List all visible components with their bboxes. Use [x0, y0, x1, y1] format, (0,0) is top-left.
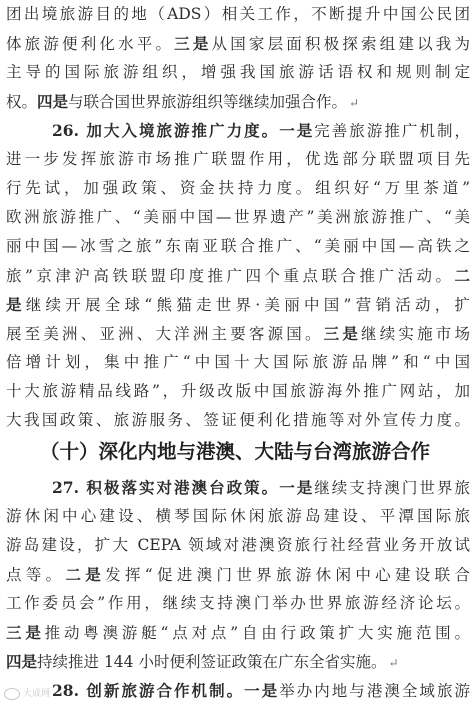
text-line: 游岛建设，扩大 CEPA 领域对港澳资旅行社经营业务开放试	[6, 536, 470, 554]
watermark: 大成网	[4, 686, 50, 700]
text-line: 权。四是与联合国世界旅游组织等继续加强合作。 ↵	[6, 92, 360, 111]
text-line: 十大旅游精品线路”，升级改版中国旅游海外推广网站，加	[6, 382, 470, 400]
watermark-logo-icon	[4, 688, 20, 700]
text-line: 欧洲旅游推广、“美丽中国—世界遗产”美洲旅游推广、“美	[6, 208, 470, 226]
text-line: 团出境旅游目的地（ADS）相关工作，不断提升中国公民团	[6, 5, 470, 23]
paragraph-mark-icon: ↵	[349, 96, 360, 110]
text-line: 主导的国际旅游组织，增强我国旅游话语权和规则制定	[6, 63, 470, 81]
text-line: 是继续开展全球“熊猫走世界·美丽中国”营销活动，扩	[6, 295, 470, 314]
text-line: 点等。二是发挥“促进澳门世界旅游休闲中心建设联合	[6, 565, 470, 584]
text-line: 展至美洲、亚洲、大洋洲主要客源国。三是继续实施市场	[6, 324, 470, 343]
text-line: 倍增计划，集中推广“中国十大国际旅游品牌”和“中国	[6, 353, 470, 371]
text-line: 丽中国—冰雪之旅”东南亚联合推广、“美丽中国—高铁之	[6, 237, 470, 255]
section-heading-26: 26. 加大入境旅游推广力度。一是完善旅游推广机制，	[52, 121, 470, 140]
text-line: 行先试，加强政策、资金扶持力度。组织好“万里茶道”	[6, 179, 470, 197]
text-line: 三是推动粤澳游艇“点对点”自由行政策扩大实施范围。	[6, 623, 470, 642]
text-line: 旅”京津沪高铁联盟印度推广四个重点联合推广活动。二	[6, 266, 470, 285]
text-line: 四是持续推进 144 小时便利签证政策在广东全省实施。 ↵	[6, 652, 399, 671]
section-heading-28: 28. 创新旅游合作机制。一是举办内地与港澳全域旅游	[52, 681, 470, 700]
text-line: 大我国政策、旅游服务、签证便利化措施等对外宣传力度。	[6, 411, 470, 429]
text-line: 体旅游便利化水平。三是从国家层面积极探索组建以我为	[6, 34, 470, 53]
section-heading-27: 27. 积极落实对港澳台政策。一是继续支持澳门世界旅	[52, 478, 470, 497]
text-line: 游休闲中心建设、横琴国际休闲旅游岛建设、平潭国际旅	[6, 507, 470, 525]
text-line: 工作委员会”作用，继续支持澳门举办世界旅游经济论坛。	[6, 594, 470, 612]
text-line: 进一步发挥旅游市场推广联盟作用，优选部分联盟项目先	[6, 150, 470, 168]
chapter-heading: （十）深化内地与港澳、大陆与台湾旅游合作	[40, 440, 431, 463]
paragraph-mark-icon: ↵	[388, 656, 399, 670]
